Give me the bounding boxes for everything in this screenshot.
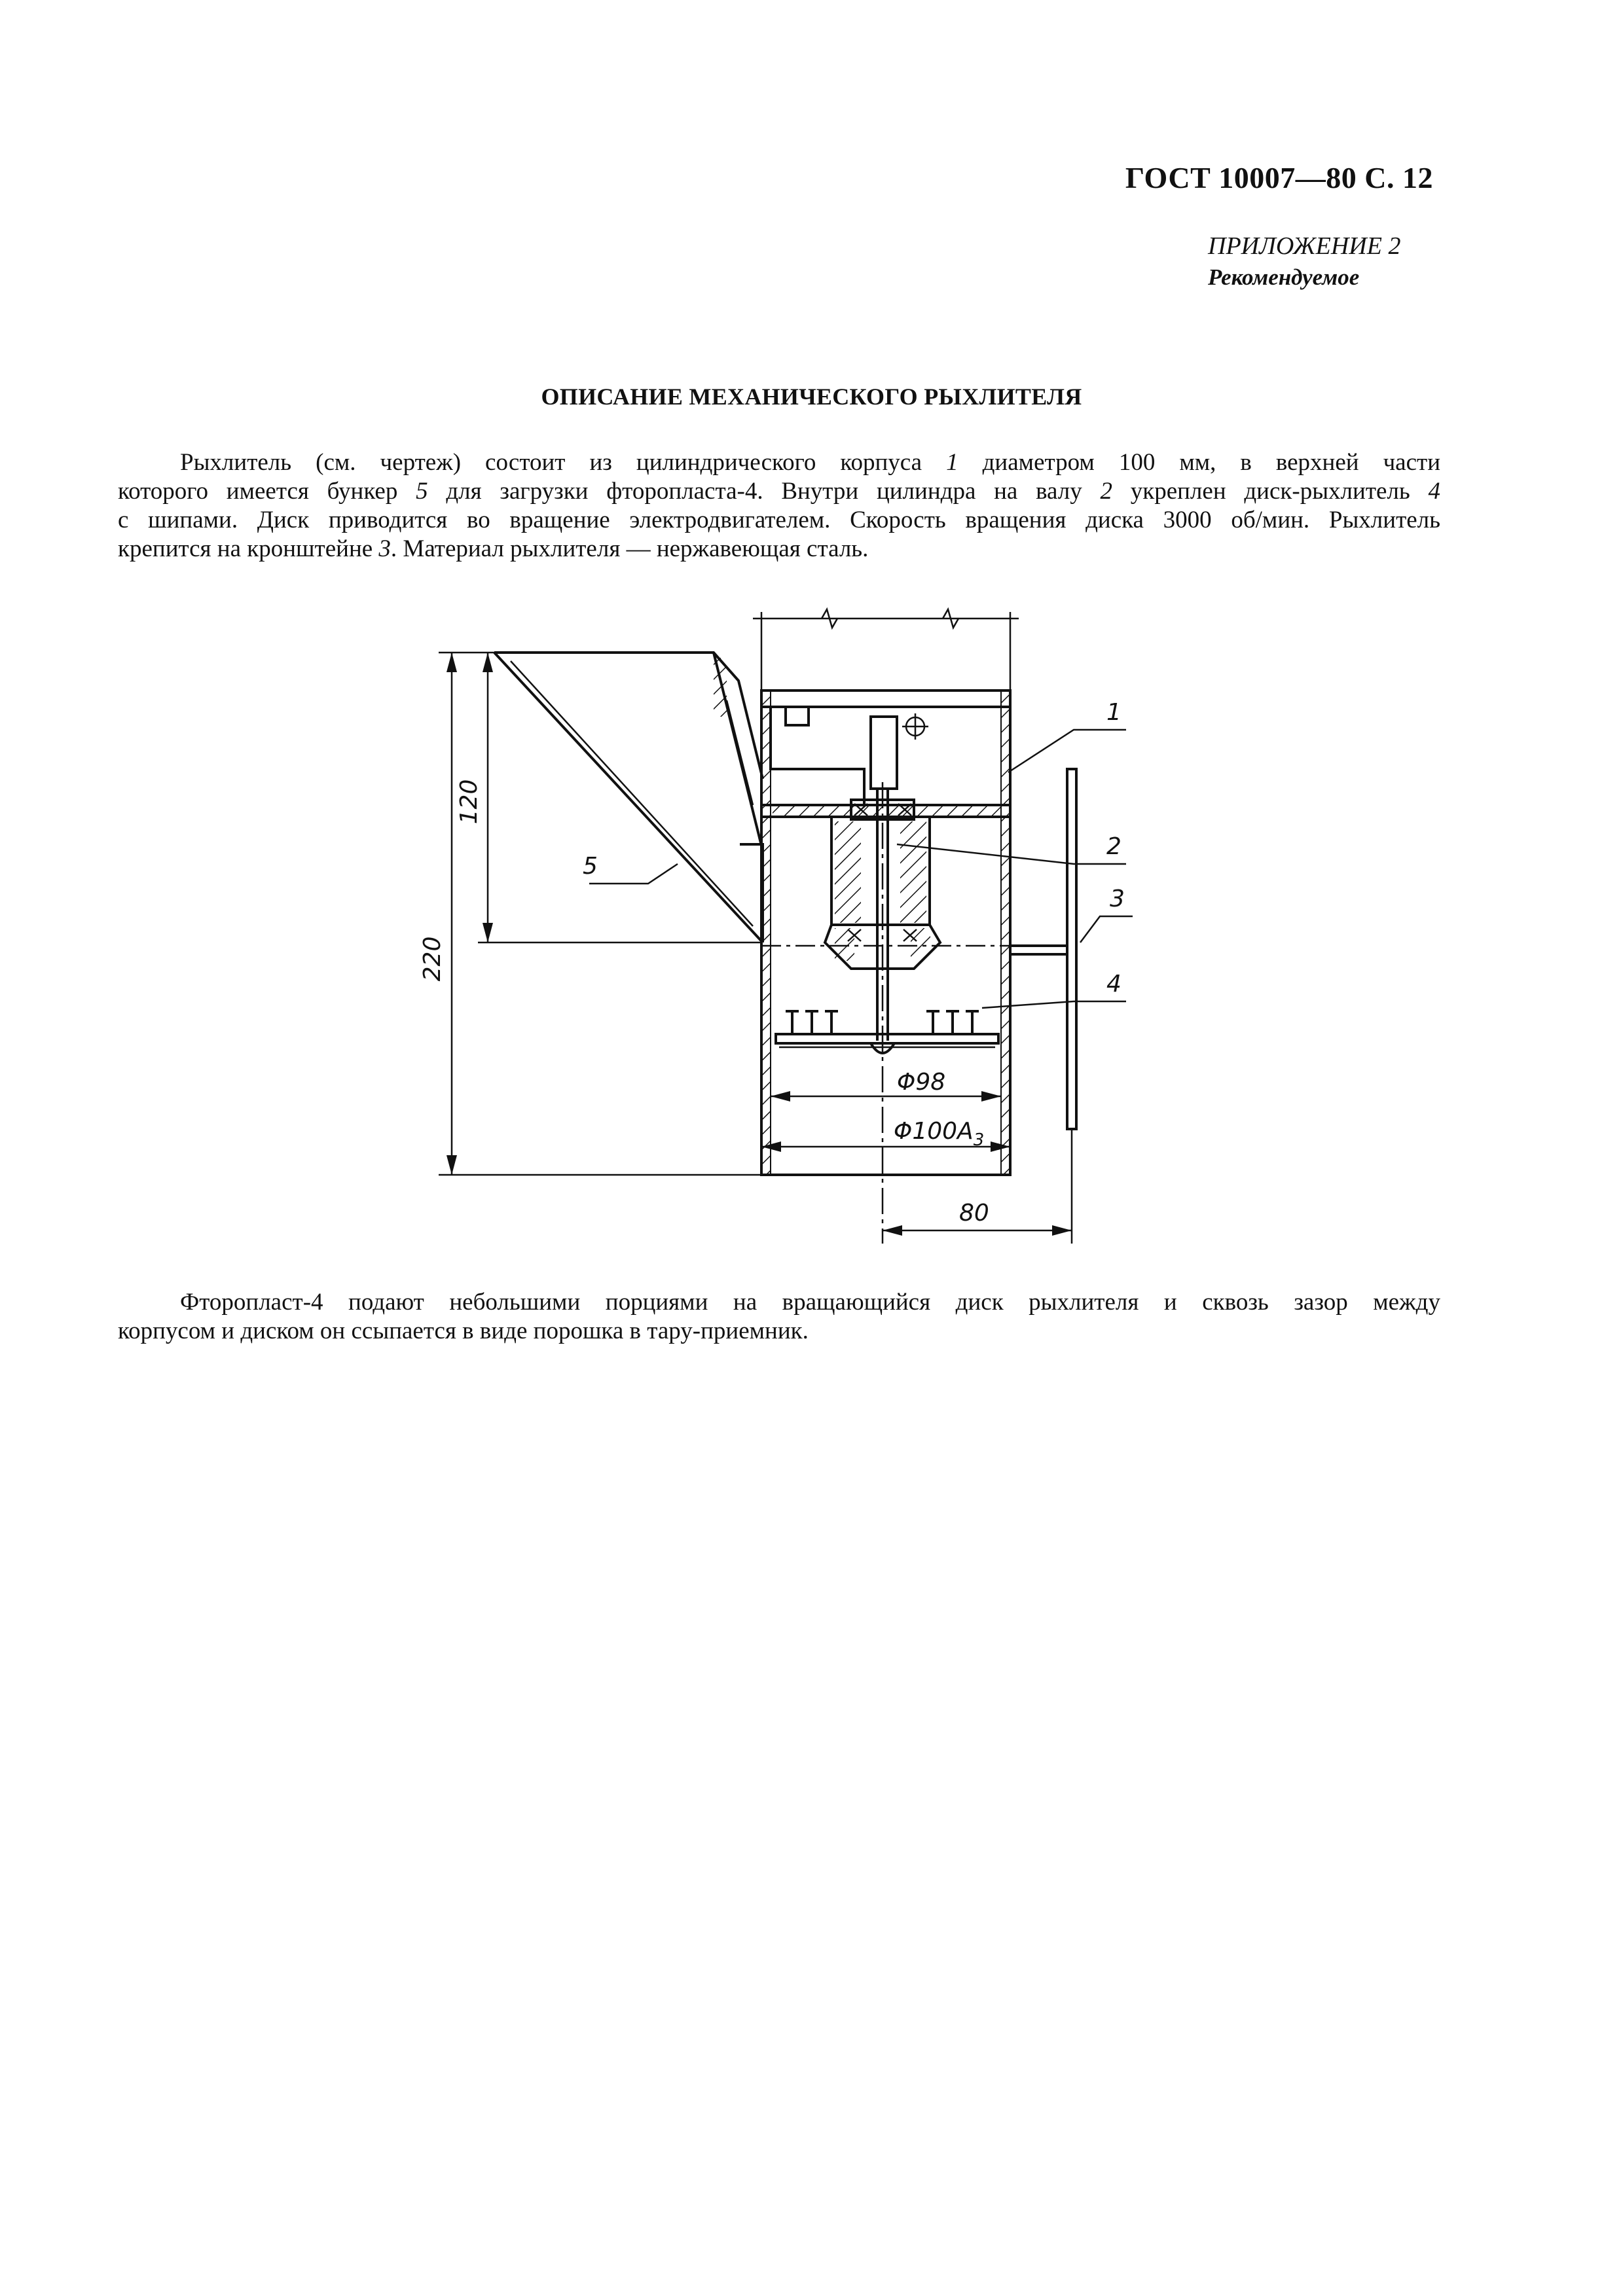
dim-80: 80 bbox=[959, 1200, 989, 1227]
dim-d100: $\Phi 100A_3$ bbox=[894, 1118, 985, 1150]
part-ref: 4 bbox=[1428, 478, 1440, 505]
dim-d98: Φ98 bbox=[897, 1069, 946, 1096]
paragraph-line: которого имеется бункер 5 для загрузки фторопласта-4. Внутри цилиндра на валу 2 укреплен диск-рыхлитель 4 bbox=[118, 478, 1440, 505]
paragraph-line: корпусом и диском он ссыпается в виде порошка в тару-приемник. bbox=[118, 1318, 809, 1344]
bracket bbox=[1010, 769, 1076, 1129]
paragraph-line: Рыхлитель (см. чертеж) состоит из цилиндрического корпуса 1 диаметром 100 мм, в верхней части bbox=[180, 449, 1440, 476]
callout-4: 4 bbox=[1106, 971, 1122, 997]
hopper bbox=[494, 653, 763, 942]
paragraph-line: с шипами. Диск приводится во вращение электродвигателем. Скорость вращения диска 3000 об/мин. Рыхлитель bbox=[118, 507, 1440, 533]
callout-1: 1 bbox=[1106, 699, 1122, 726]
height-dimensions bbox=[439, 653, 763, 1175]
document-reference: ГОСТ 10007—80 С. 12 bbox=[1125, 161, 1433, 194]
dim-120: 120 bbox=[456, 779, 483, 825]
top-dimension bbox=[753, 609, 1019, 707]
appendix-label: ПРИЛОЖЕНИЕ 2 bbox=[1208, 232, 1401, 260]
part-ref: 2 bbox=[1100, 478, 1112, 505]
usage-paragraph bbox=[118, 1288, 1440, 1346]
callout-5: 5 bbox=[583, 853, 598, 880]
page-title: ОПИСАНИЕ МЕХАНИЧЕСКОГО РЫХЛИТЕЛЯ bbox=[541, 384, 1082, 410]
dim-220: 220 bbox=[419, 936, 446, 982]
callout-3: 3 bbox=[1110, 886, 1125, 912]
part-ref: 3 bbox=[378, 535, 391, 562]
appendix-status: Рекомендуемое bbox=[1208, 264, 1360, 290]
part-ref: 1 bbox=[946, 449, 958, 476]
paragraph-line: крепится на кронштейне 3. Материал рыхлителя — нержавеющая сталь. bbox=[118, 535, 869, 562]
part-ref: 5 bbox=[416, 478, 428, 505]
housing bbox=[761, 691, 1010, 1175]
callout-2: 2 bbox=[1106, 833, 1122, 860]
paragraph-line: Фторопласт-4 подают небольшими порциями на вращающийся диск рыхлителя и сквозь зазор между bbox=[180, 1289, 1440, 1316]
